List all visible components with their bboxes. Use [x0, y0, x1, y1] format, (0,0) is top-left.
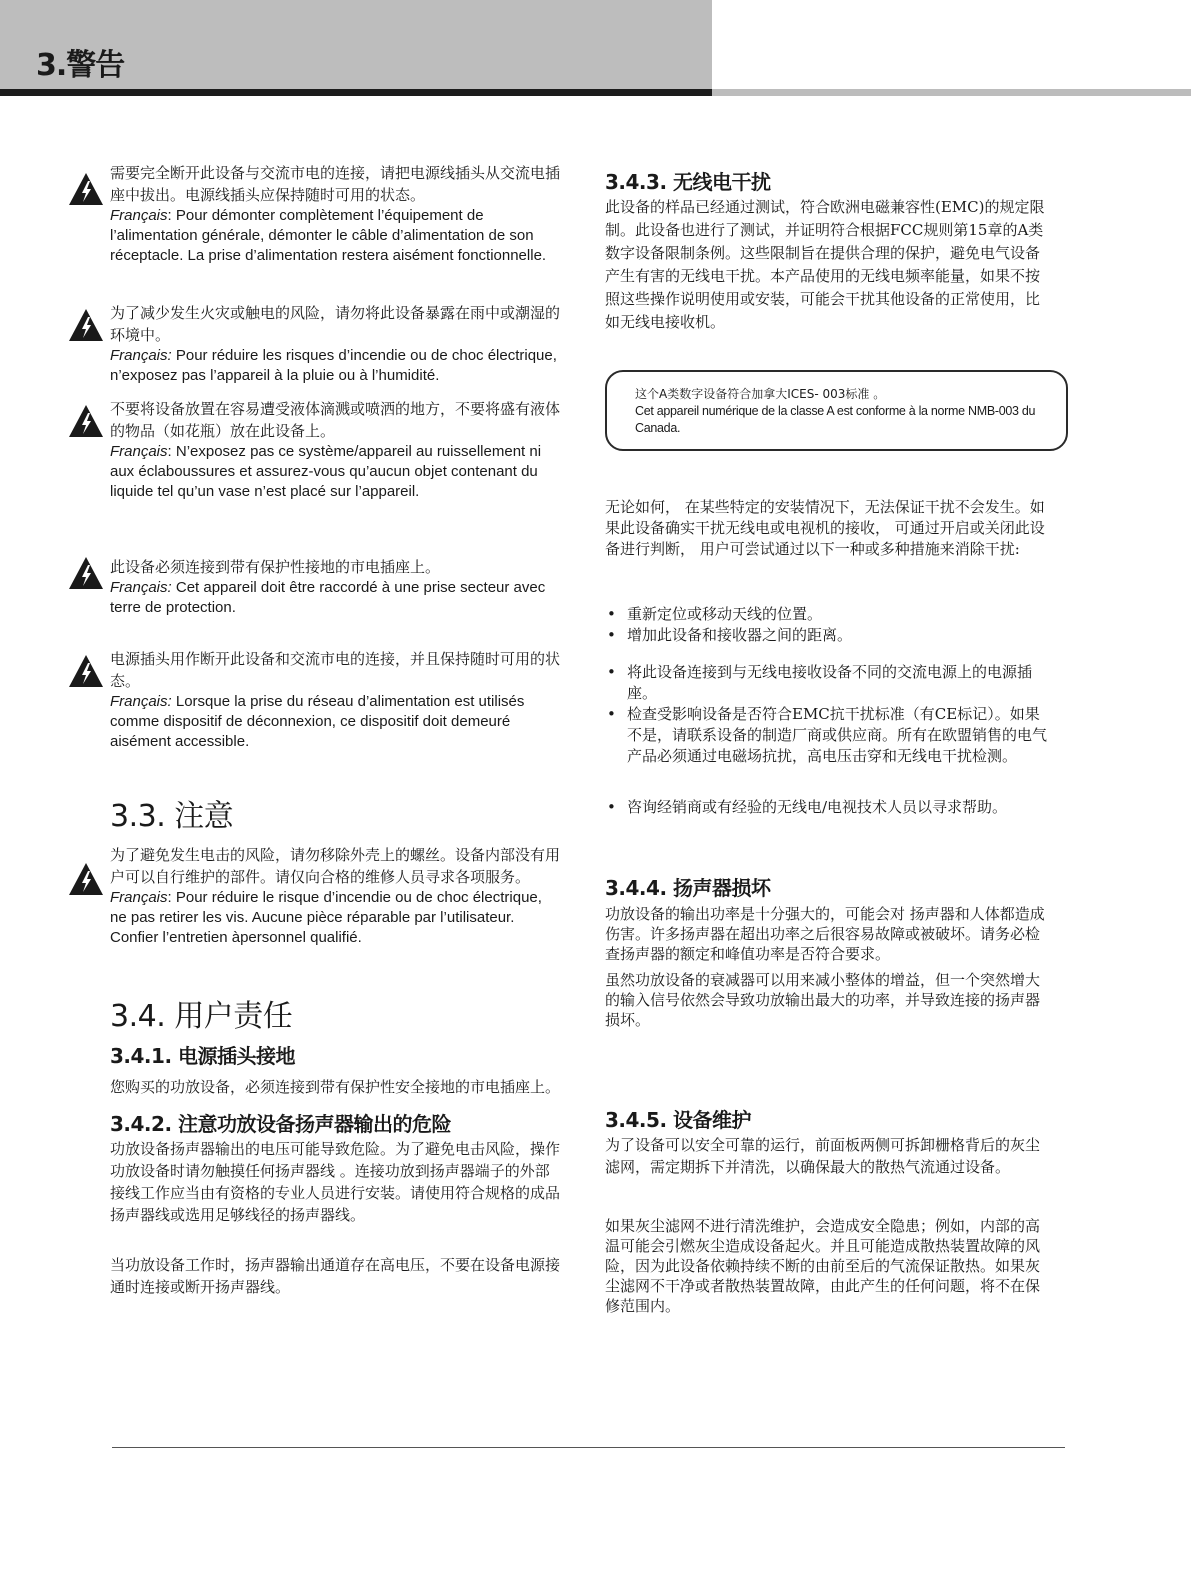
- warning-text-fr: Français: Cet appareil doit être raccordé à une prise secteur avec terre de protection.: [110, 579, 546, 616]
- remedy-list-a: [605, 604, 1050, 646]
- warning-text-zh: 不要将设备放置在容易遭受液体滴溅或喷洒的地方，不要将盛有液体的物品（如花瓶）放在此设备上。: [110, 400, 561, 440]
- remedy-list-c: [605, 797, 1050, 818]
- subsection-body-3-4-3: 此设备的样品已经通过测试，符合欧洲电磁兼容性(EMC)的规定限制。此设备也进行了测试，并证明符合根据FCC规则第15章的A类数字设备限制条例。这些限制旨在提供合理的保护，避免电气设备产生有害的无线电干扰。本产品使用的无线电频率能量，如果不按照这些操作说明使用或安装，可能会干扰其他设备的正常使用，比如无线电接收机。: [605, 198, 1045, 331]
- warning-item: [68, 302, 560, 386]
- subsection-body-3-4-4-b: 虽然功放设备的衰减器可以用来减小整体的增益，但一个突然增大的输入信号依然会导致功放输出最大的功率，并导致连接的扬声器损坏。: [605, 971, 1041, 1029]
- page-title: 3.警告: [36, 48, 125, 83]
- subsection-body-3-4-2-b: 当功放设备工作时，扬声器输出通道存在高电压，不要在设备电源接通时连接或断开扬声器线。: [110, 1256, 561, 1296]
- warning-item: [68, 162, 560, 266]
- caution-text-zh: 为了避免发生电击的风险，请勿移除外壳上的螺丝。设备内部没有用户可以自行维护的部件。请仅向合格的维修人员寻求各项服务。: [110, 846, 561, 886]
- warning-text-zh: 需要完全断开此设备与交流市电的连接，请把电源线插头从交流电插座中拔出。电源线插头应保持随时可用的状态。: [110, 164, 561, 204]
- subsection-body-3-4-2: 功放设备扬声器输出的电压可能导致危险。为了避免电击风险，操作功放设备时请勿触摸任何扬声器线 。连接功放到扬声器端子的外部接线工作应当由有资格的专业人员进行安装。请使用符合规格的成品扬声器线或选用足够线径的扬声器线。: [110, 1140, 561, 1224]
- warning-triangle-icon: [68, 308, 104, 342]
- caution-text-fr: Français: Pour réduire le risque d’incendie ou de choc électrique, ne pas retirer les vis. Aucune pièce réparable par l’utilisateur. Confier l’entretien àpersonnel qualifié.: [110, 889, 542, 946]
- canada-notice-box: [605, 370, 1068, 451]
- warning-text-zh: 电源插头用作断开此设备和交流市电的连接，并且保持随时可用的状态。: [110, 650, 561, 690]
- list-item: • 将此设备连接到与无线电接收设备不同的交流电源上的电源插座。: [607, 663, 1033, 702]
- footer-rule: [112, 1447, 1065, 1448]
- section-title-3-4: 3.4. 用户责任: [110, 999, 293, 1034]
- warning-item: [68, 556, 560, 618]
- subsection-title-3-4-1: 3.4.1. 电源插头接地: [110, 1044, 296, 1068]
- remedy-list-b: [605, 662, 1050, 767]
- left-column: [68, 162, 560, 1298]
- subsection-body-3-4-1: 您购买的功放设备，必须连接到带有保护性安全接地的市电插座上。: [110, 1078, 561, 1096]
- warning-text-zh: 此设备必须连接到带有保护性接地的市电插座上。: [110, 558, 441, 576]
- list-item: • 检查受影响设备是否符合EMC抗干扰标准（有CE标记）。如果不是，请联系设备的制造厂商或供应商。所有在欧盟销售的电气产品必须通过电磁场抗扰，高电压击穿和无线电干扰检测。: [607, 705, 1048, 765]
- warning-item: [68, 648, 560, 752]
- subsection-title-3-4-2: 3.4.2. 注意功放设备扬声器输出的危险: [110, 1112, 452, 1136]
- header-rule-light: [712, 89, 1191, 96]
- warning-text-fr: Français: N’exposez pas ce système/appareil au ruissellement ni aux éclaboussures et assurez-vous qu’aucun objet contenant du liquide tel qu’un vase n’est placé sur l’appareil.: [110, 443, 542, 500]
- subsection-body-3-4-5: 为了设备可以安全可靠的运行，前面板两侧可拆卸栅格背后的灰尘滤网，需定期拆下并清洗，以确保最大的散热气流通过设备。: [605, 1136, 1041, 1176]
- section-title-3-3: 3.3. 注意: [110, 799, 234, 834]
- warning-triangle-icon: [68, 654, 104, 688]
- subsection-title-3-4-5: 3.4.5. 设备维护: [605, 1108, 752, 1132]
- list-item: • 重新定位或移动天线的位置。: [607, 605, 823, 623]
- warning-triangle-icon: [68, 404, 104, 438]
- warning-triangle-icon: [68, 862, 104, 896]
- canada-notice-fr: Cet appareil numérique de la classe A est conforme à la norme NMB-003 du Canada.: [635, 404, 1036, 435]
- subsection-body-3-4-5-b: 如果灰尘滤网不进行清洗维护，会造成安全隐患；例如，内部的高温可能会引燃灰尘造成设备起火。并且可能造成散热装置故障的风险，因为此设备依赖持续不断的由前至后的气流保证散热。如果灰尘滤网不干净或者散热装置故障，由此产生的任何问题，将不在保修范围内。: [605, 1217, 1041, 1315]
- warning-text-fr: Français: Pour démonter complètement l’équipement de l’alimentation générale, démonter le câble d’alimentation de son réceptacle. La prise d’alimentation restera aisément fonctionnelle.: [110, 207, 547, 264]
- warning-triangle-icon: [68, 172, 104, 206]
- warning-text-fr: Français: Pour réduire les risques d’incendie ou de choc électrique, n’exposez pas l’appareil à la pluie ou à l’humidité.: [110, 347, 557, 384]
- right-column: [605, 168, 1050, 1316]
- warning-text-zh: 为了减少发生火灾或触电的风险，请勿将此设备暴露在雨中或潮湿的环境中。: [110, 304, 561, 344]
- list-item: • 咨询经销商或有经验的无线电/电视技术人员以寻求帮助。: [607, 798, 1008, 816]
- list-item: • 增加此设备和接收器之间的距离。: [607, 626, 853, 644]
- warning-text-fr: Français: Lorsque la prise du réseau d’alimentation est utilisés comme dispositif de déconnexion, ce dispositif doit demeuré aisément accessible.: [110, 693, 525, 750]
- header-band-right: [712, 0, 1191, 90]
- subsection-title-3-4-3: 3.4.3. 无线电干扰: [605, 170, 771, 194]
- subsection-body-3-4-4: 功放设备的输出功率是十分强大的，可能会对 扬声器和人体都造成伤害。许多扬声器在超出功率之后很容易故障或被破坏。请务必检查扬声器的额定和峰值功率是否符合要求。: [605, 905, 1045, 963]
- subsection-title-3-4-4: 3.4.4. 扬声器损坏: [605, 876, 771, 900]
- header-rule-dark: [0, 89, 712, 96]
- interference-intro: 无论如何， 在某些特定的安装情况下，无法保证干扰不会发生。如果此设备确实干扰无线电或电视机的接收， 可通过开启或关闭此设备进行判断， 用户可尝试通过以下一种或多种措施来消除干扰:: [605, 498, 1045, 558]
- canada-notice-zh: 这个A类数字设备符合加拿大ICES- 003标准 。: [635, 387, 886, 401]
- section-3-4: [110, 998, 560, 1298]
- warning-triangle-icon: [68, 556, 104, 590]
- warning-item: [68, 844, 560, 948]
- warning-item: [68, 398, 560, 502]
